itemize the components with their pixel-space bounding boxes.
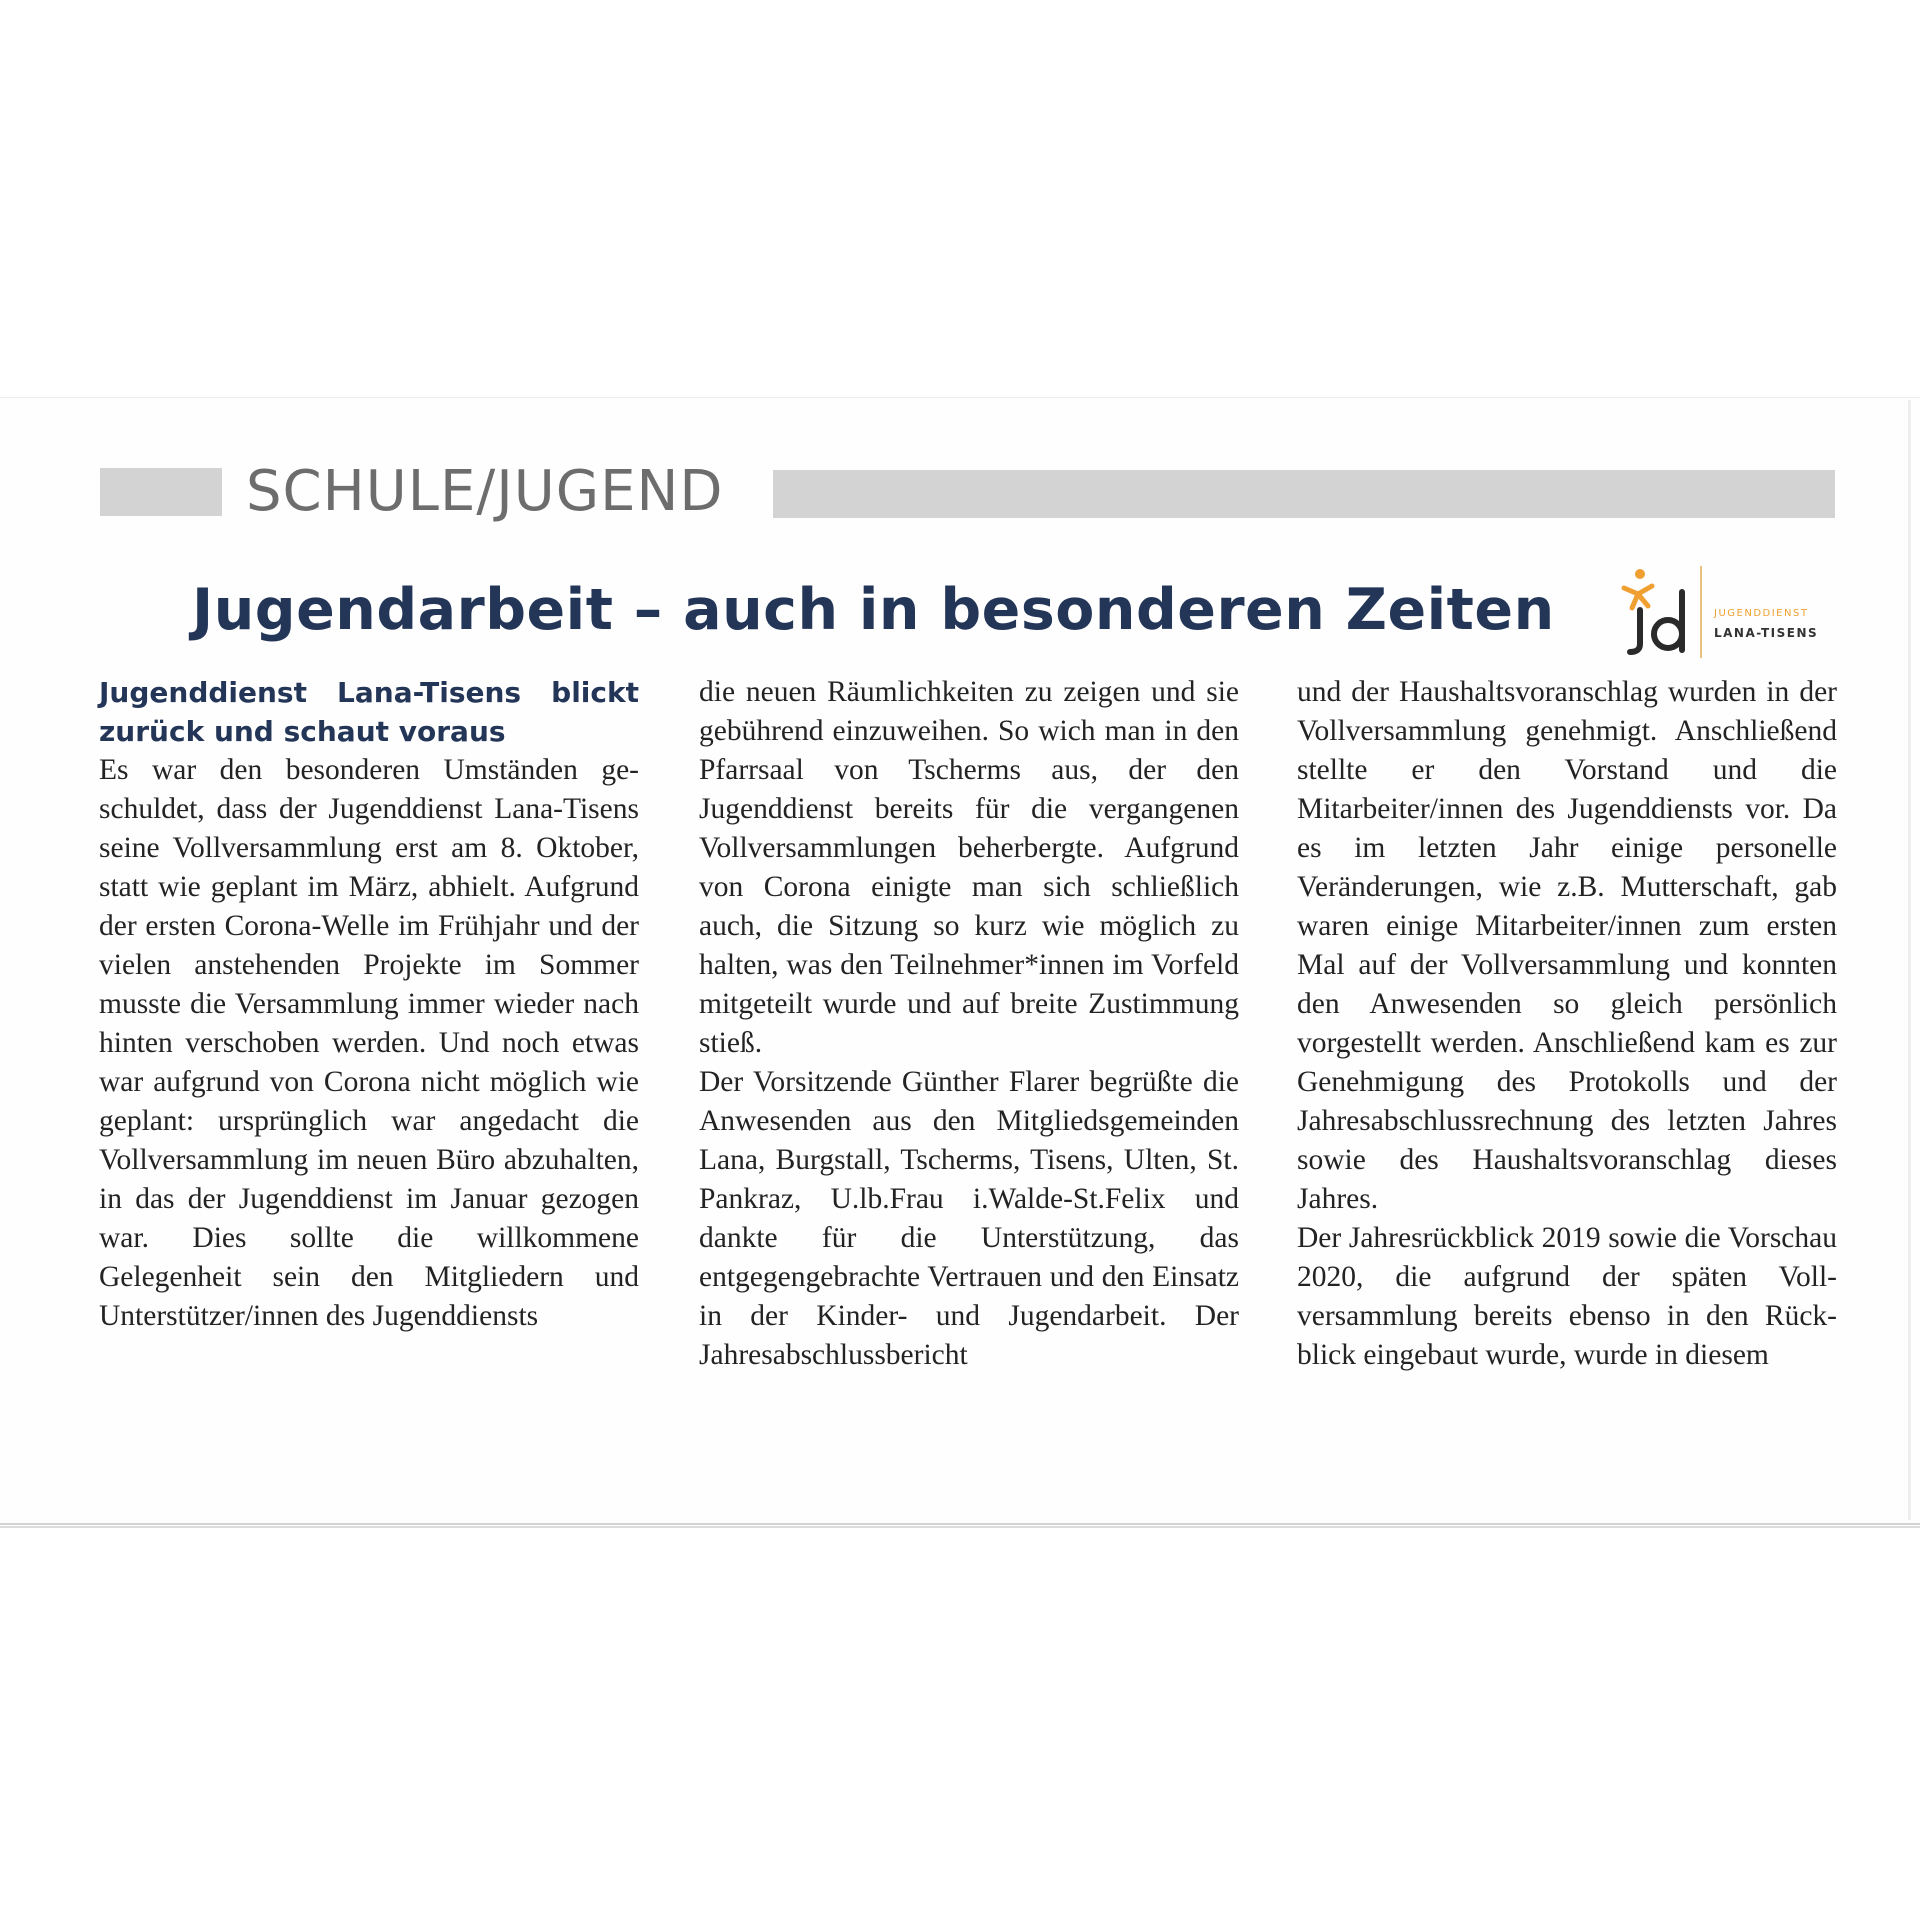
article-headline: Jugendarbeit – auch in besonderen Zeiten xyxy=(192,577,1555,643)
article-column-2 xyxy=(699,673,1239,1375)
column-3-paragraph-1: und der Haushaltsvoranschlag wurden in der Vollversammlung genehmigt. Anschließend stellte er den Vorstand und die Mitarbeiter/innen des Jugenddiensts vor. Da es im letzten Jahr einige personelle Veränderungen, wie z.B. Mutterschaft, gab waren einige Mitarbeiter/innen zum ersten Mal auf der Vollversammlung und konnten den Anwesenden so gleich persönlich vorgestellt werden. Anschließend kam es zur Genehmigung des Protokolls und der Jahresabschlussrechnung des letzten Jahres sowie des Haushaltsvoranschlag dieses Jahres. xyxy=(1297,676,1837,1215)
section-bar-right xyxy=(773,470,1835,518)
article-subheadline: Jugenddienst Lana-Tisens blickt zurück und schaut voraus xyxy=(99,676,639,748)
column-2-paragraph-2: Der Vorsitzende Günther Flarer begrüßte die Anwesenden aus den Mitgliedsgemeinden Lana, Burgstall, Tscherms, Tisens, Ulten, St. Pankraz, U.lb.Frau i.Walde-St.Felix und dankte für die Unterstützung, das entgegengebrachte Vertrauen und den Einsatz in der Kinder- und Jugendarbeit. Der Jahresabschlussbericht xyxy=(699,1066,1239,1371)
jugenddienst-logo xyxy=(1618,566,1838,656)
clipping-bottom-edge xyxy=(0,1523,1920,1525)
section-title: SCHULE/JUGEND xyxy=(246,459,724,524)
article-column-3 xyxy=(1297,673,1837,1375)
column-2-paragraph-1: die neuen Räumlichkeiten zu zeigen und sie gebührend einzuweihen. So wich man in den Pfarrsaal von Tscherms aus, der den Jugenddienst bereits für die vergangenen Vollversammlungen beherbergte. Aufgrund von Corona einigte man sich schließlich auch, die Sitzung so kurz wie möglich zu halten, was den Teilnehmer*innen im Vorfeld mitgeteilt wurde und auf breite Zustimmung stieß. xyxy=(699,676,1239,1059)
article-column-1 xyxy=(99,673,639,1336)
jd-logo-mark-icon xyxy=(1618,566,1698,656)
section-bar-left xyxy=(100,468,222,516)
logo-text-line2: LANA-TISENS xyxy=(1714,626,1819,640)
logo-text-line1: JUGENDDIENST xyxy=(1714,608,1809,619)
column-1-paragraph-1: Es war den besonderen Umständen geschuldet, dass der Jugenddienst Lana-Tisens seine Vollversammlung erst am 8. Oktober, statt wie geplant im März, abhielt. Aufgrund der ersten Corona-Welle im Frühjahr und der vielen anstehenden Projekte im Sommer musste die Versammlung immer wieder nach hinten verschoben werden. Und noch etwas war aufgrund von Corona nicht möglich wie geplant: ursprünglich war angedacht die Vollversammlung im neuen Büro abzuhalten, in das der Jugenddienst im Januar gezogen war. Dies sollte die willkommene Gelegenheit sein den Mitgliedern und Unterstützer/innen des Jugenddiensts xyxy=(99,754,639,1332)
column-3-paragraph-2: Der Jahresrückblick 2019 sowie die Vorschau 2020, die aufgrund der späten Vollversammlung bereits ebenso in den Rückblick eingebaut wurde, wurde in diesem xyxy=(1297,1222,1837,1371)
clipping-edge xyxy=(1908,400,1911,1520)
logo-separator xyxy=(1700,566,1702,658)
